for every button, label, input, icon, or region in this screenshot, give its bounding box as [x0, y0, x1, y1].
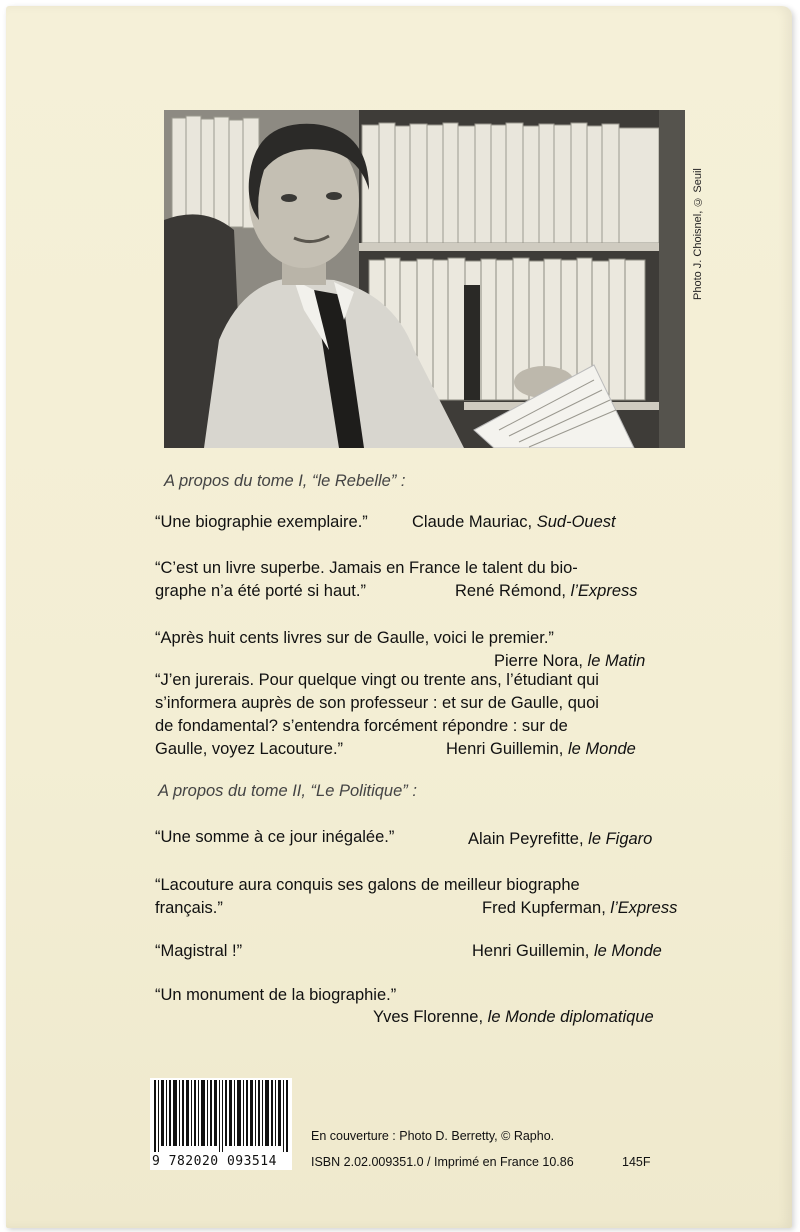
- tome2-quote2-author: Fred Kupferman,: [482, 899, 606, 917]
- tome2-quote4-attribution: [373, 1006, 654, 1028]
- tome2-quote2-line1: “Lacouture aura conquis ses galons de meilleur biographe: [155, 876, 580, 894]
- tome1-quote1-author: Claude Mauriac,: [412, 513, 533, 531]
- isbn-line: ISBN 2.02.009351.0 / Imprimé en France 10.86: [311, 1155, 574, 1169]
- cover-credit: En couverture : Photo D. Berretty, © Rapho.: [311, 1129, 555, 1143]
- author-photo: [164, 110, 685, 448]
- tome1-quote1-attribution: [412, 511, 616, 533]
- tome1-quote4-line3: de fondamental? s’entendra forcément répondre : sur de: [155, 717, 568, 735]
- tome2-quote2-attribution: [482, 897, 677, 919]
- tome2-quote1-attribution: [468, 828, 652, 850]
- tome2-quote2-source: l’Express: [610, 899, 678, 917]
- tome2-heading: A propos du tome II, “Le Politique” :: [158, 782, 417, 800]
- tome1-quote2-line2: graphe n’a été porté si haut.”: [155, 582, 366, 600]
- tome1-quote4-line2: s’informera auprès de son professeur : et sur de Gaulle, quoi: [155, 694, 599, 712]
- tome2-quote4-author: Yves Florenne,: [373, 1008, 484, 1026]
- price: 145F: [622, 1155, 651, 1169]
- tome2-quote1-author: Alain Peyrefitte,: [468, 830, 584, 848]
- tome2-quote3-text: “Magistral !”: [155, 942, 243, 960]
- tome2-quote1-text: “Une somme à ce jour inégalée.”: [155, 828, 395, 846]
- tome1-quote2-author: René Rémond,: [455, 582, 566, 600]
- tome1-quote1-source: Sud-Ouest: [536, 513, 616, 531]
- tome1-quote3-author: Pierre Nora,: [494, 652, 583, 670]
- tome1-quote3-line1: “Après huit cents livres sur de Gaulle, voici le premier.”: [155, 629, 554, 647]
- barcode-bars: [150, 1078, 292, 1152]
- tome2-quote1-source: le Figaro: [588, 830, 653, 848]
- tome2-quote3-author: Henri Guillemin,: [472, 942, 590, 960]
- barcode-number: 9 782020 093514: [152, 1154, 277, 1169]
- tome1-quote2-line1: “C’est un livre superbe. Jamais en France le talent du bio-: [155, 559, 578, 577]
- tome2-quote2-line2: français.”: [155, 899, 223, 917]
- author-photo-image: [164, 110, 685, 448]
- tome1-quote4-source: le Monde: [567, 740, 636, 758]
- tome2-quote3-source: le Monde: [593, 942, 662, 960]
- tome1-heading: A propos du tome I, “le Rebelle” :: [164, 472, 406, 490]
- tome2-quote4-line1: “Un monument de la biographie.”: [155, 986, 397, 1004]
- tome1-quote1-text: “Une biographie exemplaire.”: [155, 513, 368, 531]
- tome1-quote4-line4: Gaulle, voyez Lacouture.”: [155, 740, 344, 758]
- tome1-quote2-attribution: [455, 580, 638, 602]
- tome1-quote4-attribution: [446, 738, 636, 760]
- tome1-quote3-source: le Matin: [587, 652, 646, 670]
- tome1-quote4-author: Henri Guillemin,: [446, 740, 564, 758]
- tome2-quote3-attribution: [472, 940, 662, 962]
- tome1-quote2-source: l’Express: [570, 582, 638, 600]
- tome1-quote4-line1: “J’en jurerais. Pour quelque vingt ou trente ans, l’étudiant qui: [155, 671, 599, 689]
- photo-credit: Photo J. Choisnel, © Seuil: [692, 168, 704, 300]
- tome2-quote4-source: le Monde diplomatique: [487, 1008, 654, 1026]
